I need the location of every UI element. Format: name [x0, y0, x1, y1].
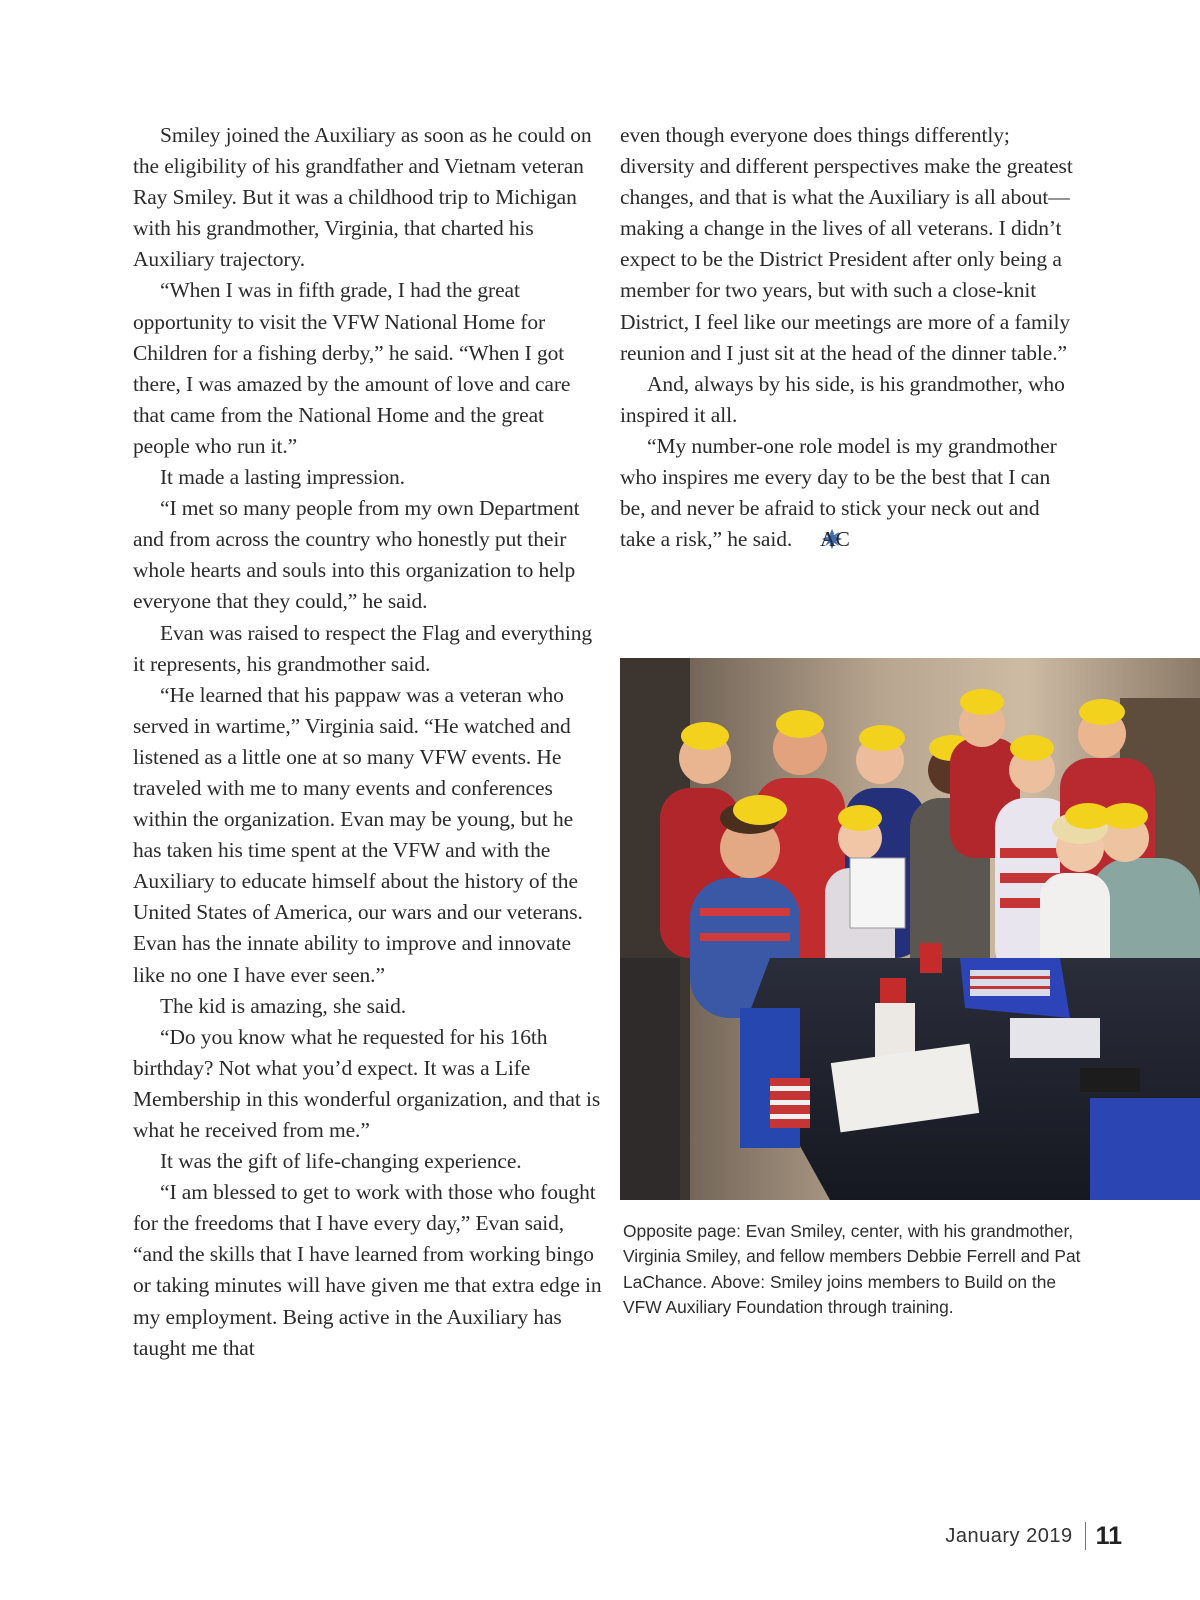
paragraph: The kid is amazing, she said. [160, 993, 407, 1018]
paragraph: It made a lasting impression. [160, 465, 405, 490]
footer-divider [1085, 1522, 1086, 1550]
paragraph: Smiley joined the Auxiliary as soon as he could on the eligibility of his grandfather and Vietnam veteran Ray Smiley. But it was a childhood trip to Michigan with his grandmother, Virginia, that charted his Auxiliary trajectory. [133, 123, 592, 272]
right-column [620, 120, 1080, 555]
paragraph: “I am blessed to get to work with those who fought for the freedoms that I have every day,” Evan said, “and the skills that I have learned from working bingo or taking minutes will have given me that extra edge in my employment. Being active in the Auxiliary has taught me that [133, 1180, 602, 1360]
paragraph: “Do you know what he requested for his 16th birthday? Not what you’d expect. It was a Life Membership in this wonderful organization, and that is what he received from me.” [133, 1024, 601, 1142]
paragraph: even though everyone does things differently; diversity and different perspectives make the greatest changes, and that is what the Auxiliary is all about—making a change in the lives of all veterans. I didn’t expect to be the District President after only being a member for two years, but with such a close-knit District, I feel like our meetings are more of a family reunion and I just sit at the head of the dinner table.” [620, 123, 1073, 365]
photo-caption: Opposite page: Evan Smiley, center, with his grandmother, Virginia Smiley, and fellow members Debbie Ferrell and Pat LaChance. Above: Smiley joins members to Build on the VFW Auxiliary Foundation through training. [623, 1221, 1081, 1318]
vfw-cross-icon [794, 528, 816, 550]
group-photo [620, 658, 1200, 1200]
page-footer [945, 1519, 1122, 1553]
final-paragraph-text: “My number-one role model is my grandmother who inspires me every day to be the best that I can be, and never be afraid to stick your neck out and take a risk,” he said. [620, 433, 1057, 552]
paragraph: “When I was in fifth grade, I had the great opportunity to visit the VFW National Home for Children for a fishing derby,” he said. “When I got there, I was amazed by the amount of love and care that came from the National Home and the great people who run it.” [133, 278, 571, 458]
paragraph: And, always by his side, is his grandmother, who inspired it all. [620, 371, 1065, 427]
issue-date: January 2019 [945, 1524, 1073, 1547]
paragraph: “He learned that his pappaw was a veteran who served in wartime,” Virginia said. “He watched and listened as a little one at so many VFW events. He traveled with me to many events and conferences within the organization. Evan may be young, but he has taken his time spent at the VFW and with the Auxiliary to educate himself about the history of the United States of America, our wars and our veterans. Evan has the innate ability to improve and innovate like no one I have ever seen.” [133, 682, 583, 987]
paragraph: Evan was raised to respect the Flag and everything it represents, his grandmother said. [133, 620, 593, 676]
page-number: 11 [1095, 1521, 1122, 1550]
paragraph: “I met so many people from my own Department and from across the country who honestly put their whole hearts and souls into this organization to help everyone that they could,” he said. [133, 496, 580, 614]
author-initials: AC [820, 527, 850, 552]
final-paragraph [620, 431, 1080, 555]
left-column [133, 120, 603, 1364]
paragraph: It was the gift of life-changing experience. [160, 1149, 522, 1174]
